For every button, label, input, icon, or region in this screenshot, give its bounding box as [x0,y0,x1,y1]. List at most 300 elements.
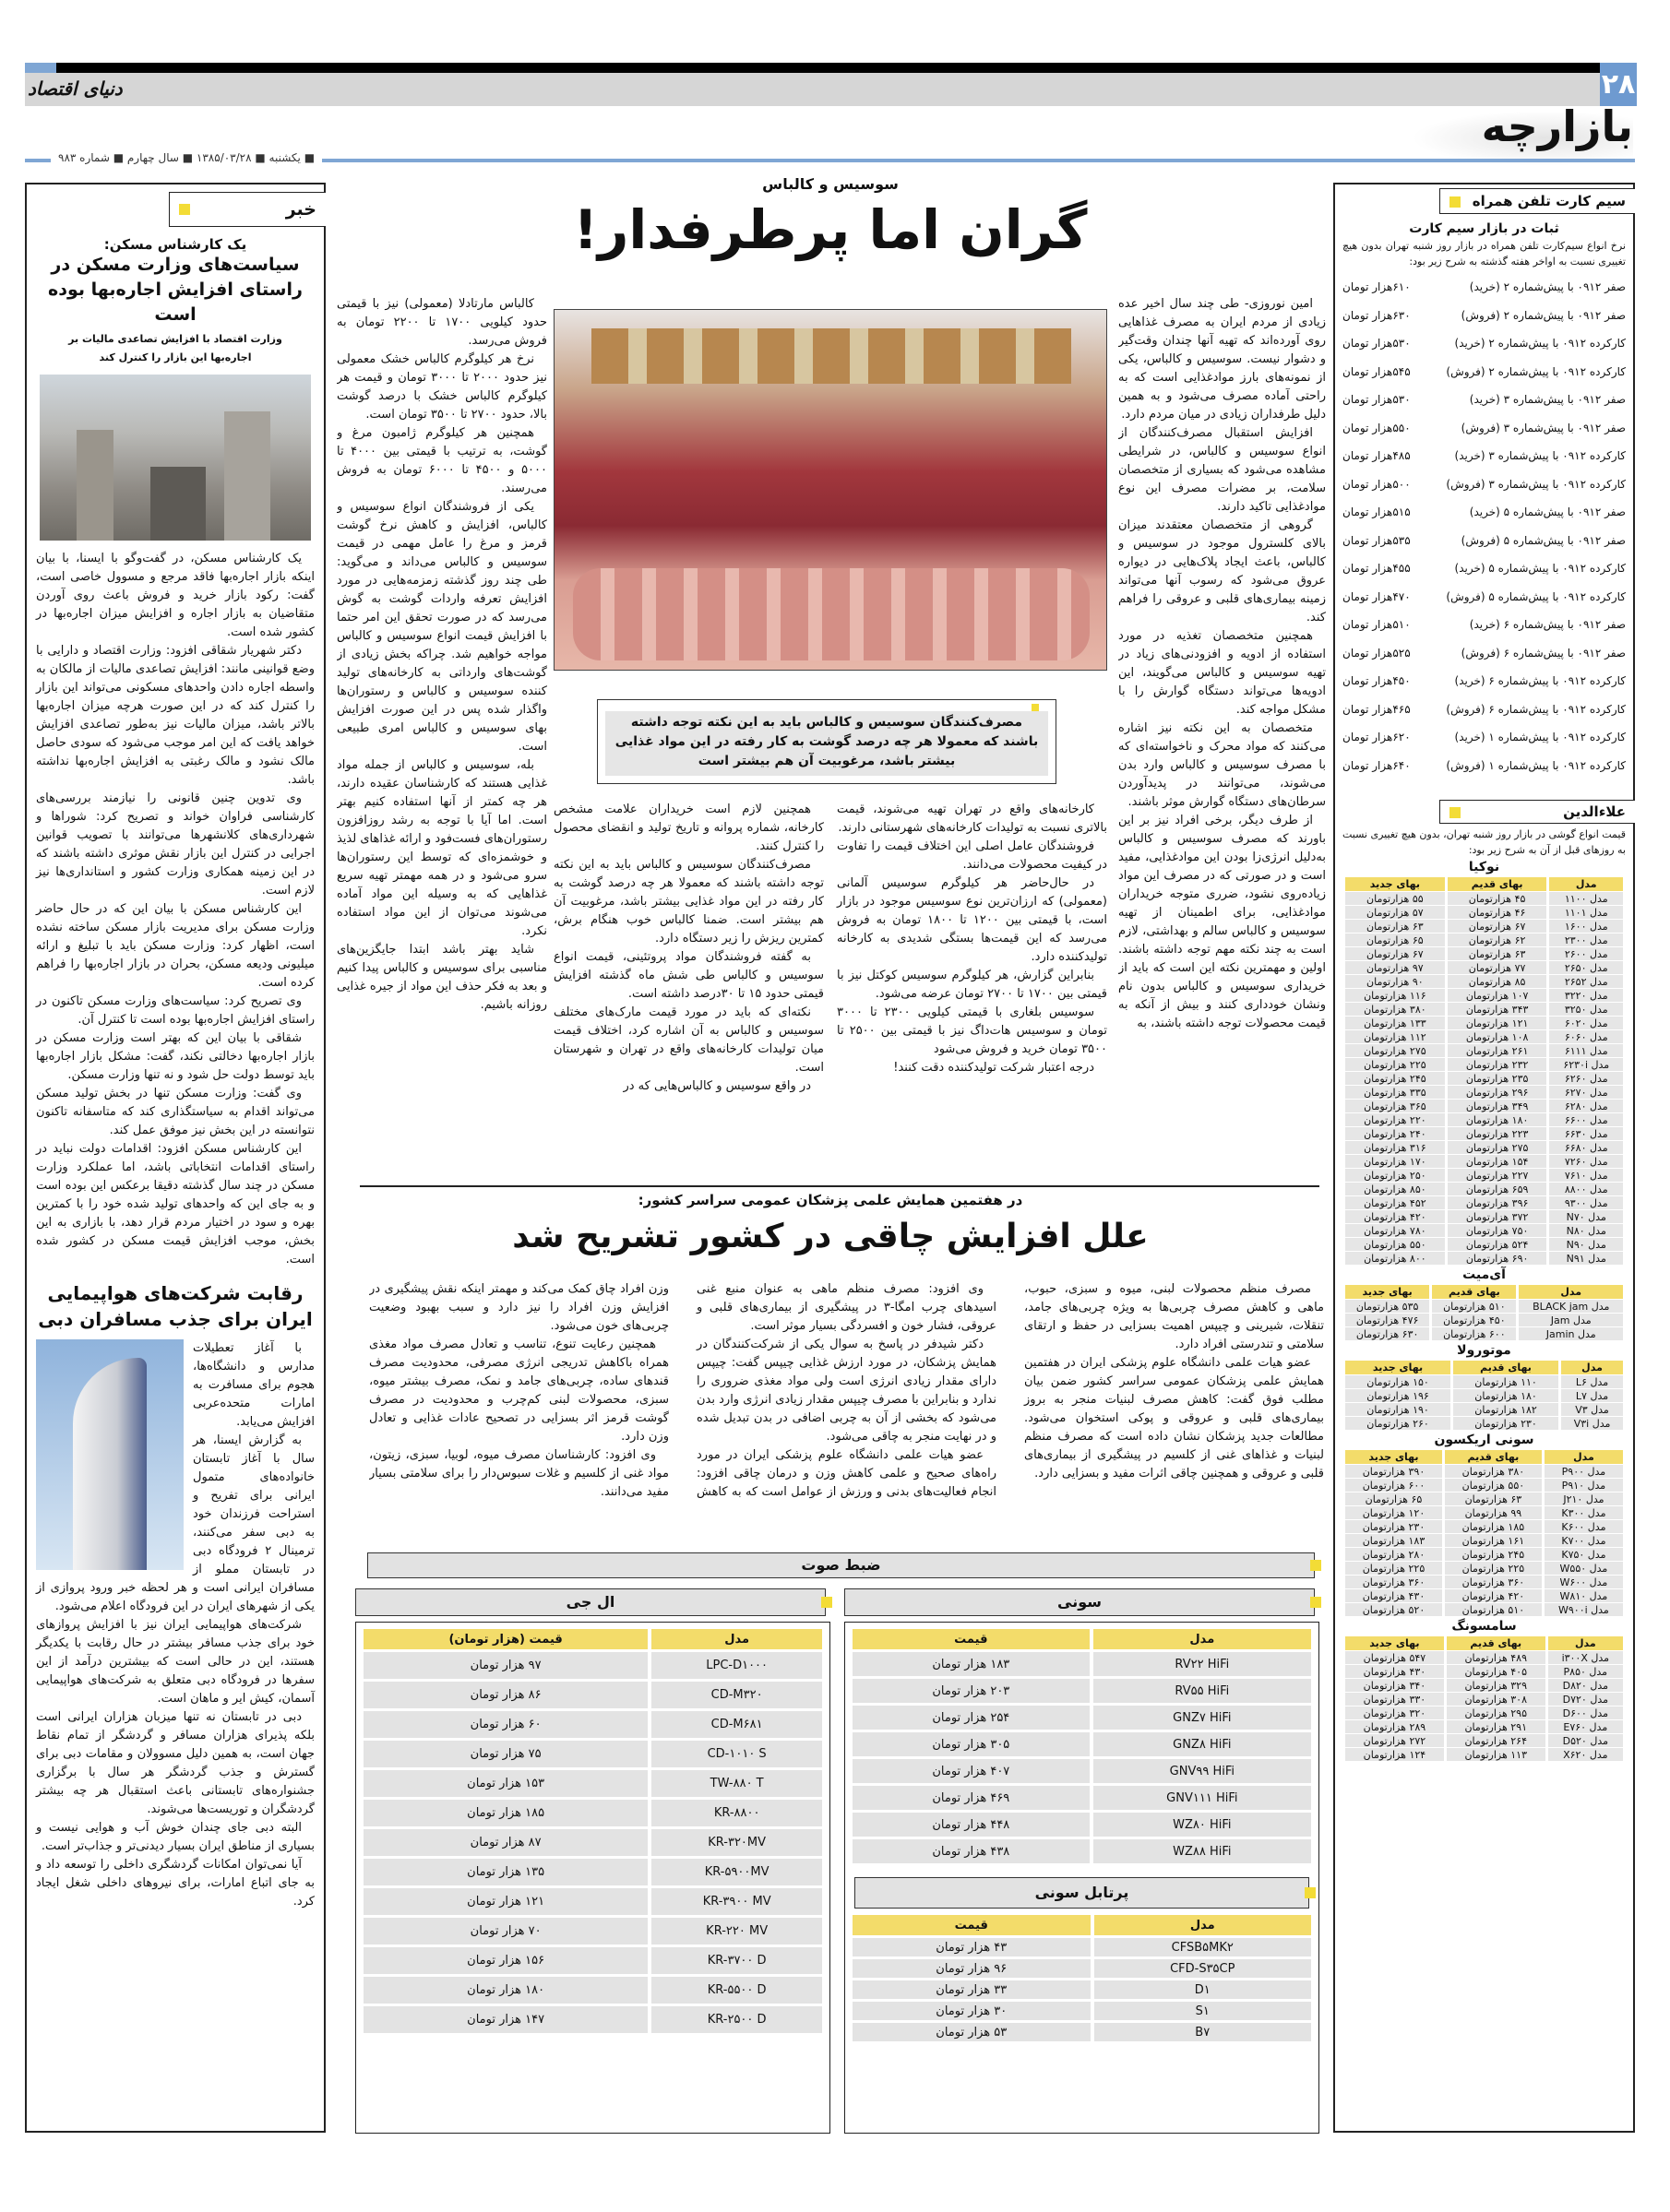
old-price-cell: ۴۰۵ هزارتومان [1447,1665,1545,1678]
table-row [364,1888,822,1915]
table-row [1345,1589,1623,1602]
model-cell: CD-M۳۲۰ [651,1682,822,1708]
price-cell: ۱۲۱ هزار تومان [364,1888,648,1915]
new-price-cell: ۲۲۵ هزارتومان [1345,1058,1445,1071]
model-cell: KR-۳۹۰۰ MV [651,1888,822,1915]
main-col-left [337,295,547,1158]
simcard-row [1342,386,1626,414]
simcard-row [1342,752,1626,780]
yellow-square-icon [1310,1597,1321,1608]
new-price-cell: ۸۰۰ هزارتومان [1345,1252,1445,1265]
model-cell: GNV۱۱۱ HiFi [1093,1786,1311,1810]
new-price-cell: ۴۳۰ هزارتومان [1345,1665,1444,1678]
model-cell: KR-۲۵۰۰ D [651,2006,822,2033]
old-price-cell: ۵۲۴ هزارتومان [1448,1238,1547,1251]
old-price-cell: ۲۴۵ هزارتومان [1445,1548,1542,1561]
table-row [1345,1196,1623,1209]
old-price-cell: ۲۳۲ هزارتومان [1448,1058,1547,1071]
recorders-title: ضبط صوت [801,1556,881,1574]
old-price-cell: ۲۹۵ هزارتومان [1447,1707,1545,1719]
new-price-cell: ۲۵۰ هزارتومان [1345,1169,1445,1182]
model-cell: مدل ۶۰۲۰ [1549,1017,1623,1029]
paragraph: این کارشناس مسکن افزود: اقدامات دولت نباید در راستای اقدامات انتخاباتی باشد، اما عملکرد وزارت مسکن در چند سال گذشته دقیقا برعکس این بوده است و به جای این که واحدهای تولید شده خود را با کمترین بهره و سود در اختیار مردم قرار دهد، با بازاری به این بخش، موجب افزایش قیمت مسکن در کشور شده است. [36,1142,315,1267]
old-price-cell: ۴۸۹ هزارتومان [1447,1651,1545,1664]
article2-body [369,1280,1324,1525]
table-row [1345,1044,1623,1057]
old-price-cell: ۵۱۰ هزارتومان [1445,1603,1542,1616]
new-price-cell: ۳۶۵ هزارتومان [1345,1100,1445,1112]
simcard-price: ۴۵۰هزار تومان [1342,674,1411,687]
dateline: ■ یکشنبه ■ ۱۳۸۵/۰۳/۲۸ ■ سال چهارم ■ شماره ۹۸۳ [51,151,322,164]
paragraph: گروهی از متخصصان معتقدند میزان بالای کلسترول موجود در سوسیس و کالباس، باعث ایجاد پلاک‌هایی در دیواره عروق می‌شود که رسوب آنها می‌تواند زمینه بیماری‌های قلبی و عروقی را فراهم کند. [1118,518,1326,624]
simcard-tag-label: سیم کارت تلفن همراه [1472,193,1626,209]
model-cell: مدل W۵۵۰ [1545,1562,1623,1575]
old-price-cell: ۴۶ هزارتومان [1448,906,1547,919]
old-price-cell: ۳۶۰ هزارتومان [1445,1576,1542,1588]
yellow-square-icon [1449,807,1461,818]
column-header: مدل [1549,877,1623,891]
new-price-cell: ۳۹۰ هزارتومان [1345,1465,1442,1478]
new-price-cell: ۴۲۰ هزارتومان [1345,1210,1445,1223]
table-row [1345,1141,1623,1154]
old-price-cell: ۲۶۴ هزارتومان [1447,1734,1545,1747]
table-row [1345,1017,1623,1029]
simcard-row [1342,442,1626,470]
model-cell: CFSB۵MK۲ [1094,1938,1311,1956]
old-price-cell: ۱۱۳ هزارتومان [1447,1748,1545,1761]
new-price-cell: ۱۵۰ هزارتومان [1345,1375,1450,1388]
new-price-cell: ۳۸۰ هزارتومان [1345,1003,1445,1016]
old-price-cell: ۴۵۰ هزارتومان [1432,1314,1516,1326]
simcard-price: ۴۵۵هزار تومان [1342,562,1411,575]
table-header-row [853,1629,1311,1649]
old-price-cell: ۶۳ هزارتومان [1445,1493,1542,1505]
table-row [364,1741,822,1767]
model-cell: مدل W۶۰۰ [1545,1576,1623,1588]
model-cell: مدل K۳۰۰ [1545,1506,1623,1519]
column-header: بهای قدیم [1448,877,1547,891]
price-cell: ۹۶ هزار تومان [853,1959,1091,1978]
old-price-cell: ۲۳۰ هزارتومان [1453,1417,1558,1430]
model-cell: مدل K۷۵۰ [1545,1548,1623,1561]
model-cell: مدل ۶۰۶۰ [1549,1030,1623,1043]
model-cell: مدل E۷۶۰ [1548,1720,1623,1733]
paragraph: همچنین رعایت تنوع، تناسب و تعادل مصرف مواد مغذی همراه باکاهش تدریجی انرژی مصرفی، محدودیت مصرف قندهای ساده، چربی‌های جامد و نمک، مصرف بیشتر میوه، سبزی، محصولات لبنی کم‌چرب و محدودیت در مصرف گوشت قرمز اثر بسزایی در تصحیح عادات غذایی و تعادل وزن دارد. [369,1338,669,1444]
new-price-cell: ۹۷ هزارتومان [1345,961,1445,974]
paragraph: مصرف منظم محصولات لبنی، میوه و سبزی، حبوب، ماهی و کاهش مصرف چربی‌ها به ویژه چربی‌های جامد، تنقلات، شیرینی و چیپس اهمیت بسزایی در حفظ و ارتقای سلامتی و تندرستی افراد دارد. [1024,1282,1324,1351]
model-cell: مدل ۶۱۱۱ [1549,1044,1623,1057]
simcard-price: ۵۴۵هزار تومان [1342,364,1411,378]
dubai-headline: رقابت شرکت‌های هواپیمایی ایران برای جذب مسافران دبی [38,1282,313,1330]
paragraph: همچنین متخصصان تغذیه در مورد استفاده از ادویه و افزودنی‌های زیاد در تهیه سوسیس و کالباس می‌گویند، این ادویه‌ها می‌تواند دستگاه گوارش را با مشکل مواجه کند. [1118,629,1326,717]
brand-title: نوکیا [1468,860,1500,874]
model-cell: مدل ۶۲۷۰ [1549,1086,1623,1099]
paragraph: وی افزود: کارشناسان مصرف میوه، لوبیا، سبزی، زیتون، مواد غنی از کلسیم و غلات سبوس‌دار را برای سلامتی بسیار مفید می‌دانند. [369,1448,669,1499]
old-price-cell: ۱۰۷ هزارتومان [1448,989,1547,1002]
old-price-cell: ۲۹۱ هزارتومان [1447,1720,1545,1733]
news-tag-label: خبر [285,199,316,220]
model-cell: GNZ۸ HiFi [1093,1732,1311,1756]
news-tag [169,192,326,227]
model-cell: S۱ [1094,2002,1311,2020]
price-cell: ۱۸۳ هزار تومان [853,1652,1090,1676]
phone-price-table [1342,1284,1626,1341]
phone-brand-tables [1342,860,1626,1762]
section-title: بازارچه [1481,101,1633,151]
simcard-label: صفر ۰۹۱۲ با پیش‌شماره ۵ (خرید) [1469,505,1626,518]
table-row [364,1918,822,1944]
new-price-cell: ۲۴۰ هزارتومان [1345,1127,1445,1140]
old-price-cell: ۷۵۰ هزارتومان [1448,1224,1547,1237]
yellow-square-icon [1310,1560,1321,1571]
new-price-cell: ۱۱۲ هزارتومان [1345,1030,1445,1043]
newspaper-logo: دنیای اقتصاد [28,77,123,100]
sony-table-box [844,1622,1319,2134]
old-price-cell: ۶۵۹ هزارتومان [1448,1183,1547,1195]
column-header: مدل [1548,1636,1623,1650]
new-price-cell: ۷۸۰ هزارتومان [1345,1224,1445,1237]
model-cell: مدل ۶۶۰۰ [1549,1113,1623,1126]
model-cell: مدل BLACK jam [1519,1300,1623,1313]
table-row [1345,1183,1623,1195]
model-cell: مدل V۳ [1561,1403,1623,1416]
model-cell: مدل ۳۲۵۰ [1549,1003,1623,1016]
simcard-label: کارکرده ۰۹۱۲ با پیش‌شماره ۳ (خرید) [1454,449,1626,462]
simcard-price: ۶۴۰هزار تومان [1342,758,1411,772]
model-cell: مدل ۱۱۰۱ [1549,906,1623,919]
price-table [849,1626,1315,1866]
model-cell: مدل ۶۶۳۰ [1549,1127,1623,1140]
simcard-label: کارکرده ۰۹۱۲ با پیش‌شماره ۵ (خرید) [1454,562,1626,575]
table-row [1345,1375,1623,1388]
sony-table [849,1626,1315,1866]
new-price-cell: ۵۵ هزارتومان [1345,892,1445,905]
lg-table [360,1626,826,2036]
table-row [1345,1238,1623,1251]
simcard-tag [1439,188,1635,214]
portable-table [849,1912,1315,2044]
column-header: مدل [1545,1450,1623,1464]
table-row [853,1732,1311,1756]
price-cell: ۴۳۸ هزار تومان [853,1839,1090,1863]
news-subhead: وزارت اقتصاد با افزایش تصاعدی مالیات بر اجاره‌بها این بازار را کنترل کند [68,333,282,363]
model-cell: KR-۲۲۰ MV [651,1918,822,1944]
table-header-row [1345,1636,1623,1650]
column-header: بهای جدید [1345,877,1445,891]
model-cell: B۷ [1094,2023,1311,2041]
simcard-row [1342,723,1626,752]
new-price-cell: ۳۳۵ هزارتومان [1345,1086,1445,1099]
model-cell: مدل X۶۲۰ [1548,1748,1623,1761]
table-row [1345,1679,1623,1692]
model-cell: KR-۵۹۰۰MV [651,1859,822,1885]
price-table [849,1912,1315,2044]
model-cell: مدل L۷ [1561,1389,1623,1402]
main-col-right [1118,295,1326,1158]
old-price-cell: ۴۲۰ هزارتومان [1445,1589,1542,1602]
old-price-cell: ۱۰۸ هزارتومان [1448,1030,1547,1043]
old-price-cell: ۱۶۱ هزارتومان [1445,1534,1542,1547]
new-price-cell: ۱۲۰ هزارتومان [1345,1506,1442,1519]
paragraph: وی گفت: وزارت مسکن تنها در بخش تولید مسکن می‌تواند اقدام به سیاستگذاری کند که متاسفانه تاکنون نتوانسته در این بخش نیز موفق عمل کند. [36,1087,315,1137]
price-cell: ۲۵۴ هزار تومان [853,1706,1090,1730]
model-cell: مدل L۶ [1561,1375,1623,1388]
table-header-row [1345,1450,1623,1464]
old-price-cell: ۱۸۰ هزارتومان [1448,1113,1547,1126]
price-cell: ۲۰۳ هزار تومان [853,1679,1090,1703]
table-row [853,1706,1311,1730]
old-price-cell: ۶۹۰ هزارتومان [1448,1252,1547,1265]
paragraph: همچنین لازم است خریداران علامت مشخص کارخانه، شماره پروانه و تاریخ تولید و انقضای محصول را کنترل کنند. [554,803,824,853]
model-cell: مدل ۲۶۵۰ [1549,961,1623,974]
column-header: قیمت [853,1629,1090,1649]
model-cell: مدل Jam [1519,1314,1623,1326]
paragraph: امین نوروزی- طی چند سال اخیر عده زیادی از مردم ایران به مصرف غذاهایی روی آورده‌اند که تهیه آنها چندان وقت‌گیر و دشوار نیست. سوسیس و کالباس، یکی از نمونه‌های بارز موادغذایی است که به راحتی آماده مصرف می‌شود و به همین دلیل طرفداران زیادی در میان مردم دارد. [1118,297,1326,422]
price-cell: ۱۵۶ هزار تومان [364,1947,648,1974]
right-price-column [1333,183,1635,2133]
news-headline: سیاست‌های وزارت مسکن در راستای افزایش اجاره‌بها بوده است [48,255,303,325]
table-row [1345,947,1623,960]
new-price-cell: ۲۶۰ هزارتومان [1345,1417,1450,1430]
simcard-label: کارکرده ۰۹۱۲ با پیش‌شماره ۱ (خرید) [1454,731,1626,743]
new-price-cell: ۸۵۰ هزارتومان [1345,1183,1445,1195]
simcard-price: ۵۱۰هزار تومان [1342,618,1411,631]
table-row [1345,1058,1623,1071]
column-header: مدل [1561,1361,1623,1374]
table-row [364,1947,822,1974]
model-cell: GNZ۷ HiFi [1093,1706,1311,1730]
table-row [1345,1707,1623,1719]
simcard-price: ۴۶۵هزار تومان [1342,702,1411,716]
table-row [1345,1113,1623,1126]
model-cell: KR-۵۵۰۰ D [651,1977,822,2004]
new-price-cell: ۱۲۴ هزارتومان [1345,1748,1444,1761]
new-price-cell: ۶۵ هزارتومان [1345,934,1445,946]
price-cell: ۶۰ هزار تومان [364,1711,648,1738]
portable-header [854,1877,1309,1909]
new-price-cell: ۱۸۳ هزارتومان [1345,1534,1442,1547]
table-row [1345,1562,1623,1575]
table-row [1345,1603,1623,1616]
model-cell: مدل ۷۶۱۰ [1549,1169,1623,1182]
table-row [1345,1520,1623,1533]
table-row [1345,1127,1623,1140]
old-price-cell: ۲۶۱ هزارتومان [1448,1044,1547,1057]
new-price-cell: ۴۷۶ هزارتومان [1345,1314,1429,1326]
new-price-cell: ۳۳۰ هزارتومان [1345,1693,1444,1706]
table-row [1345,1693,1623,1706]
simcard-row [1342,358,1626,387]
model-cell: مدل ۶۲۸۰ [1549,1100,1623,1112]
phone-price-table [1342,876,1626,1266]
table-row [853,2002,1311,2020]
table-header-row [1345,1285,1623,1299]
paragraph: بله، سوسیس و کالباس از جمله مواد غذایی هستند که کارشناسان عقیده دارند، هر چه کمتر از آنها استفاده کنیم بهتر است. اما آیا با توجه به رشد روزافزون رستوران‌های فست‌فود و ارائه غذاهای لذیذ و خوشمزه‌ای که توسط این رستوران‌ها سرو می‌شود و در همه مهمتر تهیه سریع غذاهایی که به وسیله این مواد آماده می‌شوند می‌توان از این مواد استفاده نکرد. [337,758,547,938]
simcard-row [1342,527,1626,555]
table-row [1345,1169,1623,1182]
paragraph: وی تصریح کرد: سیاست‌های وزارت مسکن تاکنون در راستای افزایش اجاره‌بها بوده است تا کنترل آن. [36,994,315,1027]
old-price-cell: ۵۱۰ هزارتومان [1432,1300,1516,1313]
old-price-cell: ۱۲۱ هزارتومان [1448,1017,1547,1029]
new-price-cell: ۲۲۵ هزارتومان [1345,1562,1442,1575]
new-price-cell: ۳۲۰ هزارتومان [1345,1707,1444,1719]
simcard-label: صفر ۰۹۱۲ با پیش‌شماره ۳ (فروش) [1461,421,1626,434]
lg-title: ال جی [566,1593,615,1611]
column-header: مدل [1094,1915,1311,1935]
article2-kicker: در هفتمین همایش علمی پزشکان عمومی سراسر کشور: [638,1192,1023,1208]
simcard-row [1342,498,1626,527]
price-cell: ۷۰ هزار تومان [364,1918,648,1944]
table-header-row [853,1915,1311,1935]
table-row [1345,1327,1623,1340]
simcard-price: ۵۳۵هزار تومان [1342,533,1411,547]
new-price-cell: ۶۳۰ هزارتومان [1345,1327,1429,1340]
column-header: قیمت [853,1915,1091,1935]
column-header: بهای جدید [1345,1450,1442,1464]
old-price-cell: ۶۷ هزارتومان [1448,920,1547,933]
old-price-cell: ۳۴۳ هزارتومان [1448,1003,1547,1016]
simcard-label: صفر ۰۹۱۲ با پیش‌شماره ۲ (فروش) [1461,308,1626,322]
model-cell: KR-۳۷۰۰ D [651,1947,822,1974]
model-cell: مدل N۸۰ [1549,1224,1623,1237]
old-price-cell: ۳۲۹ هزارتومان [1447,1679,1545,1692]
old-price-cell: ۲۷۵ هزارتومان [1448,1141,1547,1154]
table-row [1345,989,1623,1002]
article2-headline: علل افزایش چاقی در کشور تشریح شد [512,1218,1149,1255]
model-cell: مدل ۲۶۰۰ [1549,947,1623,960]
model-cell: مدل ۶۲۶۰ [1549,1072,1623,1085]
model-cell: مدل ۳۲۲۰ [1549,989,1623,1002]
model-cell: RV۵۵ HiFi [1093,1679,1311,1703]
table-row [1345,920,1623,933]
column-header: مدل [651,1629,822,1649]
table-row [1345,1210,1623,1223]
column-header: بهای قدیم [1447,1636,1545,1650]
price-cell: ۱۸۰ هزار تومان [364,1977,648,2004]
table-row [1345,1389,1623,1402]
paragraph: بنابراین گزارش، هر کیلوگرم سوسیس کوکتل نیز با قیمتی بین ۱۷۰۰ تا ۲۷۰۰ تومان عرضه می‌شود. [837,969,1107,1001]
simcard-label: کارکرده ۰۹۱۲ با پیش‌شماره ۱ (فروش) [1446,758,1626,772]
table-row [1345,1072,1623,1085]
new-price-cell: ۱۹۶ هزارتومان [1345,1389,1450,1402]
table-row [1345,1493,1623,1505]
price-cell: ۱۵۳ هزار تومان [364,1770,648,1797]
model-cell: مدل K۶۰۰ [1545,1520,1623,1533]
model-cell: مدل i۳۰۰X [1548,1651,1623,1664]
model-cell: مدل K۷۰۰ [1545,1534,1623,1547]
model-cell: مدل ۱۶۰۰ [1549,920,1623,933]
model-cell: مدل V۳i [1561,1417,1623,1430]
main-col-bottom [554,801,1107,1165]
table-row [1345,1534,1623,1547]
new-price-cell: ۹۰ هزارتومان [1345,975,1445,988]
table-row [853,1980,1311,1999]
pull-quote [597,699,1056,784]
old-price-cell: ۶۳ هزارتومان [1448,947,1547,960]
paragraph: شاید بهتر باشد ابتدا جایگزین‌های مناسبی برای سوسیس و کالباس پیدا کنیم و بعد به فکر حذف این مواد از جیره غذایی روزانه باشیم. [337,943,547,1012]
simcard-price: ۵۲۵هزار تومان [1342,646,1411,660]
table-row [1345,1252,1623,1265]
paragraph: افزایش استقبال مصرف‌کنندگان از انواع سوسیس و کالباس، در شرایطی مشاهده می‌شود که بسیاری از متخصصان سلامت، بر مضرات مصرف این نوع موادغذایی تاکید دارند. [1118,426,1326,514]
paragraph: سوسیس بلغاری با قیمتی کیلویی ۲۳۰۰ تا ۳۰۰۰ تومان و سوسیس هات‌داگ نیز با قیمتی بین ۲۵۰۰ تا ۳۵۰۰ تومان خرید و فروش می‌شود [837,1005,1107,1056]
model-cell: مدل D۷۲۰ [1548,1693,1623,1706]
new-price-cell: ۴۳۰ هزارتومان [1345,1589,1442,1602]
meat-counter-photo [554,309,1107,671]
model-cell: مدل ۲۳۰۰ [1549,934,1623,946]
paragraph: یکی از فروشندگان انواع سوسیس و کالباس، افزایش و کاهش نرخ گوشت قرمز و مرغ را عامل مهمی در قیمت سوسیس و کالباس می‌داند و می‌گوید: طی چند روز گذشته زمزمه‌هایی در مورد افزایش تعرفه واردات گوشت به گوش می‌رسد که در صورت تحقق این امر حتما با افزایش قیمت انواع سوسیس و کالباس مواجه خواهیم شد. چراکه بخش زیادی از گوشت‌های وارداتی به کارخانه‌های تولید کننده سوسیس و کالباس و رستوران‌ها واگذار شده پس در این صورت افزایش بهای سوسیس و کالباس امری طبیعی است. [337,500,547,754]
table-row [1345,1417,1623,1430]
simcard-label: صفر ۰۹۱۲ با پیش‌شماره ۳ (خرید) [1469,393,1626,406]
model-cell: WZ۸۰ HiFi [1093,1813,1311,1837]
simcard-price: ۵۳۰هزار تومان [1342,393,1411,406]
column-header: بهای قدیم [1445,1450,1542,1464]
simcard-row [1342,329,1626,358]
portable-title: پرتابل سونی [1034,1884,1129,1901]
phone-price-table [1342,1635,1626,1762]
new-price-cell: ۱۹۰ هزارتومان [1345,1403,1450,1416]
price-cell: ۴۴۸ هزار تومان [853,1813,1090,1837]
paragraph: یک کارشناس مسکن، در گفت‌وگو با ایسنا، با بیان اینکه بازار اجاره‌بها فاقد مرجع و مسوول خاصی است، گفت: رکود بازار خرید و فروش باعث روی آوردن متقاضیان به بازار اجاره و افزایش میزان اجاره‌بها در کشور شده است. [36,552,315,639]
model-cell: GNV۹۹ HiFi [1093,1759,1311,1783]
model-cell: D۱ [1094,1980,1311,1999]
simcard-row [1342,470,1626,499]
price-cell: ۳۰ هزار تومان [853,2002,1091,2020]
paragraph: دبی در تابستان نه تنها میزبان هزاران ایرانی است بلکه پذیرای هزاران مسافر و گردشگر از تمام نقاط جهان است، به همین دلیل مسوولان و مقامات دبی برای گسترش و جذب گردشگر هر سال با برگزاری جشنواره‌های تابستانی باعث استقبال هر چه بیشتر گردشگران و توریست‌ها می‌شوند. [36,1710,315,1816]
price-cell: ۷۵ هزار تومان [364,1741,648,1767]
table-row [1345,1155,1623,1168]
column-header: مدل [1519,1285,1623,1299]
price-cell: ۳۳ هزار تومان [853,1980,1091,1999]
table-row [1345,1100,1623,1112]
table-row [853,2023,1311,2041]
page-number: ۲۸ [1600,63,1637,106]
sony-header [844,1588,1315,1616]
simcard-row [1342,302,1626,330]
paragraph: عضو هیات علمی دانشگاه علوم پزشکی ایران در هفتمین همایش علمی پزشکان عمومی سراسر کشور ضمن بیان مطلب فوق گفت: کاهش مصرف لبنیات منجر به بروز بیماری‌های قلبی و عروقی و پوکی استخوان می‌شود. مطالعات جدید پزشکان نشان داده است که مصرف منظم لبنیات و غذاهای غنی از کلسیم در پیشگیری از بیماری‌های قلبی و عروقی و همچنین چاقی اثرات مفید و بسزایی دارد. [1024,1356,1324,1481]
yellow-square-icon [821,1597,832,1608]
simcard-label: کارکرده ۰۹۱۲ با پیش‌شماره ۳ (فروش) [1446,477,1626,491]
paragraph: درجه اعتبار شرکت تولیدکننده دقت کنند! [893,1061,1094,1075]
old-price-cell: ۱۸۲ هزارتومان [1453,1403,1558,1416]
price-cell: ۴۰۷ هزار تومان [853,1759,1090,1783]
new-price-cell: ۳۶۰ هزارتومان [1345,1576,1442,1588]
model-cell: KR-۳۲۰MV [651,1829,822,1856]
model-cell: مدل Jamin [1519,1327,1623,1340]
phones-tag [1439,800,1635,824]
model-cell: مدل N۷۰ [1549,1210,1623,1223]
table-row [853,1959,1311,1978]
phone-price-table [1342,1360,1626,1431]
simcard-row [1342,583,1626,612]
paragraph: این کارشناس مسکن با بیان این که در حال حاضر وزارت مسکن برای مدیریت بازار مسکن ساخته نشده است، اظهار کرد: وزارت مسکن باید با تبلیغ و ارائه میلیونی ودیعه مسکن، بحران در بازار اجاره‌بها را فراهم کرده است. [36,902,315,990]
new-price-cell: ۵۲۰ هزارتومان [1345,1603,1442,1616]
new-price-cell: ۳۱۶ هزارتومان [1345,1141,1445,1154]
city-photo [40,375,311,541]
yellow-square-icon [179,204,190,215]
new-price-cell: ۶۳ هزارتومان [1345,920,1445,933]
old-price-cell: ۲۲۵ هزارتومان [1445,1562,1542,1575]
old-price-cell: ۲۲۳ هزارتومان [1448,1127,1547,1140]
old-price-cell: ۳۴۹ هزارتومان [1448,1100,1547,1112]
table-row [853,1652,1311,1676]
new-price-cell: ۲۸۰ هزارتومان [1345,1548,1442,1561]
lg-table-box [355,1622,830,2134]
masthead-gray-band [25,73,1600,106]
news-kicker: یک کارشناس مسکن: [103,236,247,253]
left-news-column [25,183,326,2133]
old-price-cell: ۱۸۵ هزارتومان [1445,1520,1542,1533]
model-cell: مدل P۹۰۰ [1545,1465,1623,1478]
